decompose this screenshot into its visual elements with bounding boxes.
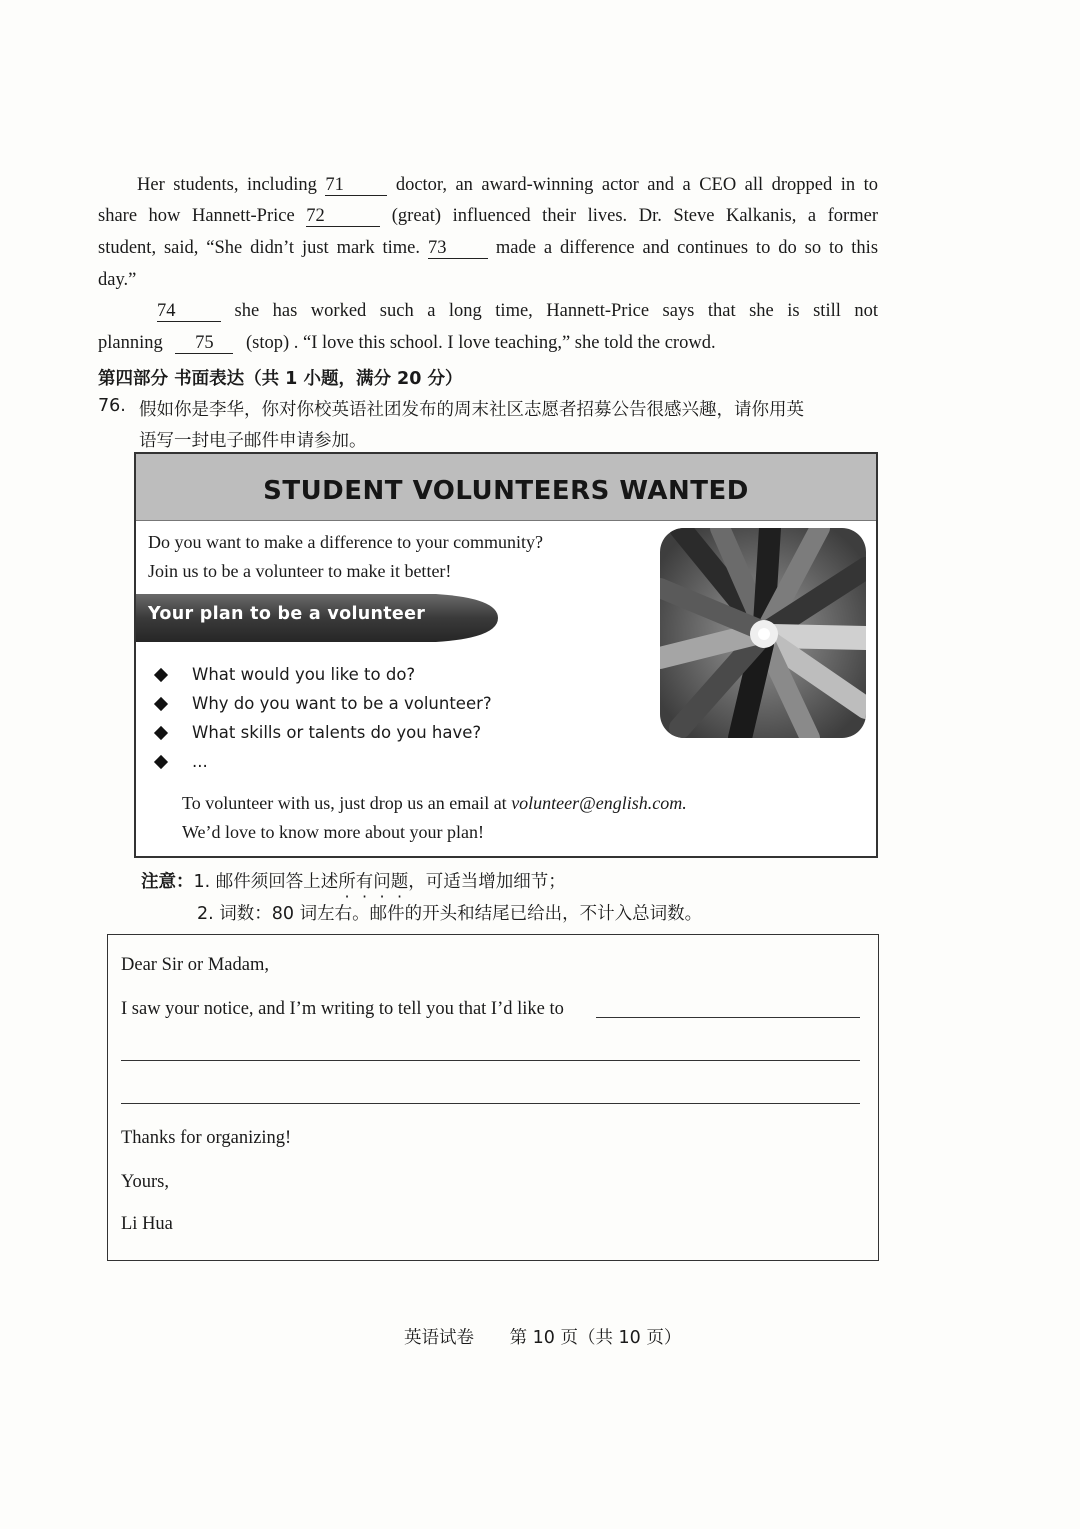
- notice-intro-2: Join us to be a volunteer to make it better!: [148, 561, 452, 581]
- note-label: 注意：: [141, 872, 194, 892]
- plan-banner-label: Your plan to be a volunteer: [148, 604, 426, 624]
- text: ，可适当增加细节；: [408, 872, 566, 892]
- emphasis-char: 有: [355, 872, 374, 892]
- section-heading: 第四部分 书面表达（共 1 小题，满分 20 分）: [98, 369, 463, 389]
- blank-75[interactable]: 75: [175, 334, 233, 354]
- note-1: [141, 868, 566, 893]
- text: To volunteer with us, just drop us an email at: [182, 793, 512, 813]
- diamond-bullet-icon: [154, 697, 168, 711]
- answer-line[interactable]: [121, 1103, 860, 1104]
- diamond-bullet-icon: [154, 755, 168, 769]
- text: (great) influenced their lives. Dr. Steve Kalkanis, a former: [391, 206, 878, 226]
- question-item: What would you like to do?: [192, 665, 416, 684]
- question-item: What skills or talents do you have?: [192, 723, 482, 742]
- passage-line-1: [137, 175, 878, 196]
- text: made a difference and continues to do so to this: [495, 238, 879, 258]
- notice-footer-email: [182, 793, 687, 814]
- email-link[interactable]: volunteer@english.com.: [511, 793, 687, 813]
- text: Her students, including: [137, 175, 317, 195]
- letter-greeting: Dear Sir or Madam,: [121, 955, 269, 975]
- text: (stop) . “I love this school. I love teaching,” she told the crowd.: [246, 333, 716, 353]
- letter-opening: I saw your notice, and I’m writing to tell you that I’d like to: [121, 999, 564, 1019]
- diamond-bullet-icon: [154, 726, 168, 740]
- letter-closing: Yours,: [121, 1172, 169, 1192]
- letter-box: [107, 934, 879, 1261]
- text: she has worked such a long time, Hannett-Price says that she is still not: [234, 301, 878, 321]
- emphasis-char: 问: [373, 872, 391, 892]
- passage-line-2: [98, 206, 878, 227]
- page-number: 第 10 页（共 10 页）: [509, 1328, 682, 1348]
- paper-name: 英语试卷: [404, 1328, 474, 1348]
- diamond-bullet-icon: [154, 668, 168, 682]
- passage-line-3: [98, 238, 878, 259]
- answer-line[interactable]: [121, 1060, 860, 1061]
- blank-72[interactable]: 72: [306, 207, 380, 227]
- note-2: 2. 词数：80 词左右。邮件的开头和结尾已给出，不计入总词数。: [197, 904, 703, 924]
- volunteer-notice: [134, 452, 878, 858]
- notice-title: STUDENT VOLUNTEERS WANTED: [263, 476, 749, 506]
- page-footer: [404, 1324, 681, 1349]
- answer-line[interactable]: [596, 1017, 860, 1018]
- passage-line-5: [157, 301, 878, 322]
- notice-footer-2: We’d love to know more about your plan!: [182, 822, 484, 842]
- blank-74[interactable]: 74: [157, 302, 221, 322]
- text: share how Hannett-Price: [98, 206, 295, 226]
- blank-73[interactable]: 73: [428, 239, 488, 259]
- blank-71[interactable]: 71: [325, 176, 387, 196]
- text: 1. 邮件须回答上述: [193, 872, 339, 892]
- text: planning: [98, 333, 163, 353]
- text: student, said, “She didn’t just mark time.: [98, 238, 421, 258]
- emphasis-char: 所: [338, 872, 356, 892]
- text: doctor, an award-winning actor and a CEO all dropped in to: [395, 175, 879, 195]
- question-number: 76.: [98, 396, 126, 416]
- question-line-1: 假如你是李华，你对你校英语社团发布的周末社区志愿者招募公告很感兴趣，请你用英: [139, 400, 804, 420]
- passage-line-4: day.”: [98, 270, 137, 290]
- letter-thanks: Thanks for organizing!: [121, 1128, 292, 1148]
- passage-line-6: [98, 333, 716, 354]
- hands-together-photo: [660, 528, 866, 738]
- letter-signature: Li Hua: [121, 1214, 173, 1234]
- question-item: ...: [192, 752, 208, 771]
- emphasis-char: 题: [390, 872, 409, 892]
- notice-intro-1: Do you want to make a difference to your community?: [148, 532, 544, 552]
- question-item: Why do you want to be a volunteer?: [192, 694, 492, 713]
- question-line-2: 语写一封电子邮件申请参加。: [139, 431, 367, 451]
